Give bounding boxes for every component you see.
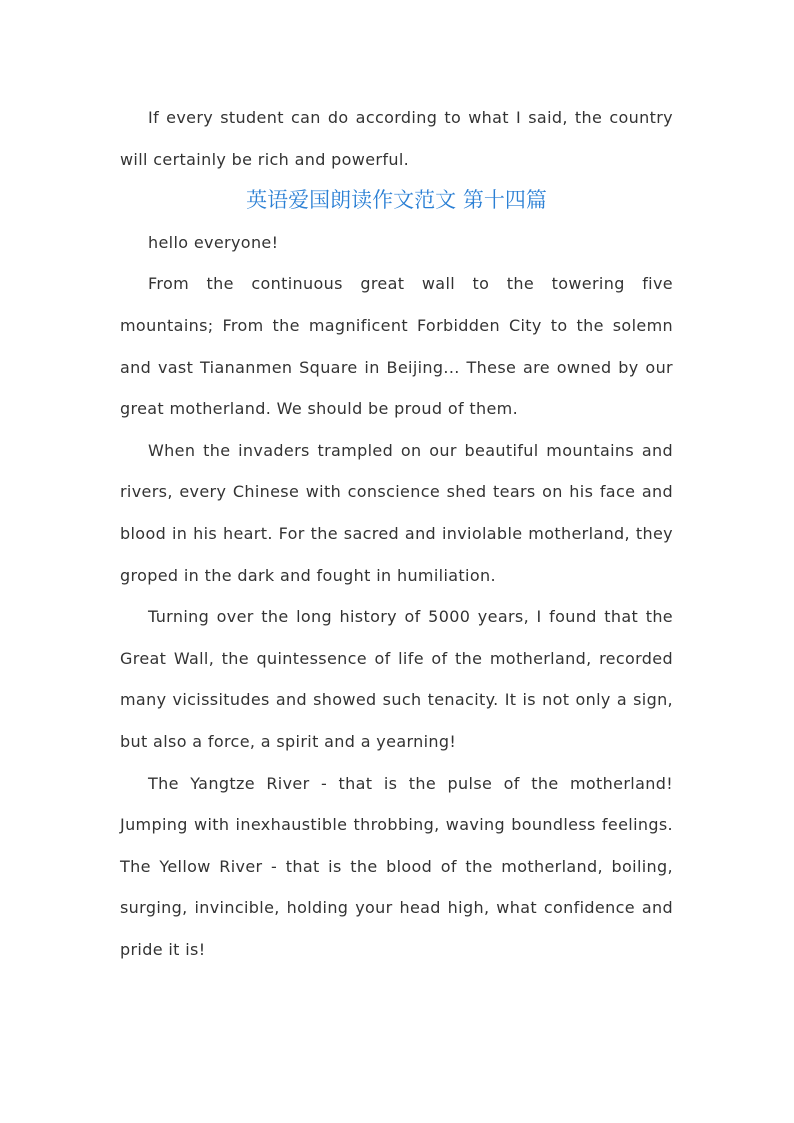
document-page <box>120 97 673 970</box>
intro-paragraph: If every student can do according to what I said, the country will certainly be rich and powerful. <box>120 108 673 169</box>
section-title: 英语爱国朗读作文范文 第十四篇 <box>246 188 547 213</box>
body-paragraph: The Yangtze River - that is the pulse of the motherland! Jumping with inexhaustible throbbing, waving boundless feelings. The Yellow River - that is the blood of the motherland, boiling, surging, invincible, holding your head high, what confidence and pride it is! <box>120 773 673 959</box>
body-paragraph: From the continuous great wall to the towering five mountains; From the magnificent Forbidden City to the solemn and vast Tiananmen Square in Beijing... These are owned by our great motherland. We should be proud of them. <box>120 274 673 419</box>
body-paragraph: When the invaders trampled on our beautiful mountains and rivers, every Chinese with conscience shed tears on his face and blood in his heart. For the sacred and inviolable motherland, they groped in the dark and fought in humiliation. <box>120 440 673 585</box>
body-paragraph: Turning over the long history of 5000 years, I found that the Great Wall, the quintessence of life of the motherland, recorded many vicissitudes and showed such tenacity. It is not only a sign, but also a force, a spirit and a yearning! <box>120 607 673 751</box>
greeting-paragraph: hello everyone! <box>148 232 279 252</box>
